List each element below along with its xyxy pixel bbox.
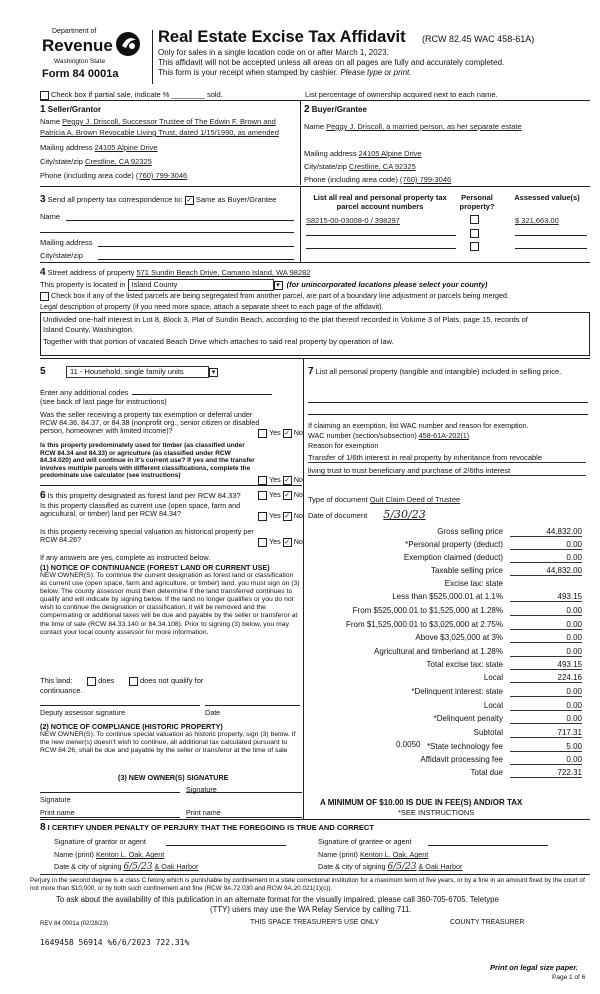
personal-property-checkbox-2[interactable]	[470, 229, 479, 238]
buyer-mail-field[interactable]: 24105 Alpine Drive	[358, 149, 422, 158]
additional-codes: Enter any additional codes (see back of last page for instructions)	[40, 388, 272, 406]
seller-name-field-2[interactable]: Patricia A. Brown Revocable Living Trust, dated 1/15/1990, as amended	[40, 128, 279, 137]
certify-statement: 8 I CERTIFY UNDER PENALTY OF PERJURY THAT THE FOREGOING IS TRUE AND CORRECT	[40, 822, 374, 833]
forest-yesno: Yes ✓ No	[258, 490, 303, 500]
segregated-checkbox[interactable]	[40, 292, 49, 301]
tax-row-label: *Delinquent penalty	[433, 714, 503, 723]
perjury-notice: Perjury in the second degree is a class C felony which is punishable by confinement in a state correctional institution for a maximum term of five years, or by a fine in an amount fixed by the court of not more than $10,000, or by both such confinement and fine (RCW 9A.72.030 and RCW 9A.20.021(1)(c)).	[30, 877, 585, 892]
forest-no-checkbox[interactable]: ✓	[284, 491, 291, 499]
if-any-yes: If any answers are yes, complete as instructed below.	[40, 553, 211, 562]
grantee-date-row: Date & city of signing 6/5/23 & Oak Harbor	[318, 862, 463, 872]
header-note-1: Only for sales in a single location code on or after March 1, 2023.	[158, 48, 389, 57]
sec3-name-label: Name	[40, 212, 61, 221]
tax-row-value[interactable]: 0.00	[510, 714, 582, 724]
historic-question: Is this property receiving special valuation as historical property per RCW 84.26?	[40, 527, 254, 544]
deputy-date-label: Date	[205, 708, 221, 717]
seller-phone-row: Phone (including area code) (760) 799-3046	[40, 171, 188, 180]
tax-row-label: Excise tax: state	[444, 579, 503, 588]
tax-row-label: Taxable selling price	[430, 566, 503, 575]
header-note-3: This form is your receipt when stamped by cashier. Please type or print.	[158, 68, 412, 77]
legal-paper-note: Print on legal size paper.	[490, 963, 578, 972]
accessibility-line-2: (TTY) users may use the WA Relay Service by calling 711.	[210, 905, 412, 914]
tax-row-value[interactable]: 44,832.00	[510, 527, 582, 537]
grantor-date-row: Date & city of signing 6/5/23 & Oak Harbor	[54, 862, 199, 872]
tax-row	[308, 755, 588, 767]
assessed-value-field[interactable]: $ 321,663.00	[515, 216, 559, 225]
land-use-row	[66, 366, 220, 378]
sec3-city-label: City/state/zip	[40, 251, 83, 260]
tax-row	[308, 673, 588, 685]
buyer-heading: 2 Buyer/Grantee	[304, 104, 367, 115]
buyer-phone-row: Phone (including area code) (760) 799-3046	[304, 175, 452, 184]
forest-yes-checkbox[interactable]	[258, 491, 267, 500]
seller-city-row: City/state/zip Crestline, CA 92325	[40, 157, 152, 166]
seller-mail-field[interactable]: 24105 Alpine Drive	[94, 143, 158, 152]
parcel-col-header: List all real and personal property tax parcel account numbers	[313, 193, 447, 211]
partial-sale: Check box if partial sale, indicate % ________ sold.	[40, 90, 223, 100]
buyer-phone-field[interactable]: (760) 799-3046	[399, 175, 452, 184]
tax-row-label: From $525,000.01 to $1,525,000 at 1.28%	[352, 606, 503, 615]
tax-row-value[interactable]: 44,832.00	[510, 566, 582, 576]
grantee-date-field[interactable]: 6/5/23	[387, 862, 417, 872]
page-number: Page 1 of 6	[552, 974, 586, 981]
accessibility-line-1: To ask about the availability of this publication in an alternate format for the visually impaired, please call 360-705-6705. Teletype	[56, 895, 499, 904]
exemption-yes-checkbox[interactable]	[258, 429, 267, 438]
new-owner-signature-label: Signature	[40, 795, 71, 804]
buyer-city-row: City/state/zip Crestline, CA 92325	[304, 162, 416, 171]
legal-description-box[interactable]	[40, 312, 590, 356]
seller-name-row: Name Peggy J. Driscoll, Successor Trustee of The Edwin F. Brown and	[40, 117, 276, 126]
doc-type-field[interactable]: Quit Claim Deed of Trustee	[369, 495, 461, 504]
tax-row-label: Less than $525,000.01 at 1.1%	[392, 592, 503, 601]
tax-row	[308, 592, 588, 604]
tax-row-label: *State technology fee	[426, 742, 503, 751]
partial-sale-checkbox[interactable]	[40, 91, 49, 100]
tax-row-label: Above $3,025,000 at 3%	[415, 633, 503, 642]
form-number: Form 84 0001a	[42, 68, 119, 80]
parcel-number-field[interactable]: S8215-00-03008-0 / 398297	[306, 216, 400, 225]
forest-question: 6 Is this property designated as forest land per RCW 84.33?	[40, 490, 241, 501]
current-use-no-checkbox[interactable]: ✓	[284, 512, 291, 520]
tax-row	[308, 540, 588, 552]
new-owner-print-label-2: Print name	[186, 808, 221, 817]
tax-row	[308, 714, 588, 726]
tax-row-value[interactable]: 493.15	[510, 660, 582, 670]
wac-number-field[interactable]: 458-61A-202(1)	[418, 431, 470, 440]
tax-row-label: Subtotal	[473, 728, 503, 737]
personal-property-row: 7 List all personal property (tangible and intangible) included in selling price.	[308, 366, 562, 377]
grantor-date-field[interactable]: 6/5/23	[123, 862, 153, 872]
segregated-row: Check box if any of the listed parcels are being segregated from another parcel, are part of a boundary line adjustment or parcels being merged.	[40, 291, 509, 301]
buyer-city-field[interactable]: Crestline, CA 92325	[349, 162, 416, 171]
tax-row-label: Total due	[470, 768, 503, 777]
grantor-city-field[interactable]: & Oak Harbor	[154, 862, 199, 871]
same-as-buyer-checkbox[interactable]: ✓	[186, 196, 193, 204]
grantor-signature-label: Signature of grantor or agent	[54, 837, 146, 846]
tax-row-value[interactable]: 0.00	[510, 687, 582, 697]
this-land-row: This land: does does not qualify for	[40, 676, 204, 685]
sec3-mail-label: Mailing address	[40, 238, 93, 247]
current-use-question: Is this property classified as current use (open space, farm and agricultural, or timber) land per RCW 84.34?	[40, 501, 241, 518]
current-use-yesno: Yes ✓ No	[258, 511, 303, 521]
notice-2-heading: (2) NOTICE OF COMPLIANCE (HISTORIC PROPERTY)	[40, 722, 223, 731]
tax-row-value[interactable]: 0.00	[510, 647, 582, 657]
county-row: This property is located in Island County ▾ (for unincorporated locations please select your county)	[40, 280, 488, 289]
land-does-checkbox[interactable]	[87, 677, 96, 686]
tax-row	[308, 768, 588, 780]
tax-row-label: Total excise tax: state	[426, 660, 503, 669]
tax-row	[308, 687, 588, 699]
tax-row	[308, 527, 588, 539]
state-label: Washington State	[54, 58, 106, 65]
grantee-name-row: Name (print) Kenton L. Oak, Agent	[318, 850, 429, 859]
timber-yes-checkbox[interactable]	[258, 476, 267, 485]
grantee-city-field[interactable]: & Oak Harbor	[418, 862, 463, 871]
historic-yesno: Yes ✓ No	[258, 537, 303, 547]
seller-name-field[interactable]: Peggy J. Driscoll, Successor Trustee of The Edwin F. Brown and	[62, 117, 276, 126]
tax-row	[308, 728, 588, 740]
form-title: Real Estate Excise Tax Affidavit	[158, 28, 406, 46]
land-use-select[interactable]: 11 - Household, single family units	[66, 366, 209, 378]
tax-row-value[interactable]: 0.00	[510, 620, 582, 630]
tax-row	[308, 553, 588, 565]
dor-logo	[40, 28, 150, 84]
tax-row	[308, 606, 588, 618]
buyer-mail-row: Mailing address 24105 Alpine Drive	[304, 149, 422, 158]
revenue-wordmark: Revenue	[42, 36, 113, 55]
tax-row-value[interactable]: 0.00	[510, 553, 582, 563]
tax-row-value[interactable]: 722.31	[510, 768, 582, 778]
exemption-no-checkbox[interactable]: ✓	[284, 429, 291, 437]
see-instructions: *SEE INSTRUCTIONS	[398, 808, 475, 817]
wac-row: WAC number (section/subsection) 458-61A-202(1)	[308, 431, 470, 440]
grantor-name-field[interactable]: Kenton L. Oak, Agent	[95, 850, 165, 859]
rcw-reference: (RCW 82.45 WAC 458-61A)	[422, 34, 535, 44]
tax-row-label: *Delinquent interest: state	[411, 687, 503, 696]
tax-row-value[interactable]: 493.15	[510, 592, 582, 602]
county-dropdown-icon[interactable]: ▾	[274, 281, 283, 290]
doc-type-row: Type of document Quit Claim Deed of Trustee	[308, 495, 461, 504]
notice-1-text: NEW OWNER(S): To continue the current designation as forest land or classification as current use (open space, farm and agriculture, or timber) land, you must sign on (3) below. The county assessor must then determine if the land transferred continues to qualify and will indicate by signing below. If the land no longer qualifies or you do not wish to continue the designation or classification, it will be removed and the compensating or additional taxes will be due and payable by the seller or transferor at the time of sale (RCW 84.33.140 or 84.34.108). Prior to signing (3) below, you may contact your local county assessor for more information.	[40, 572, 300, 636]
tax-row-label: Gross selling price	[437, 527, 503, 536]
seller-heading: 1 Seller/Grantor	[40, 104, 102, 115]
legal-line-1: Undivided one-half interest in Lot 8, Block 3, Plat of Sundin Beach, according to the plat thereof recorded in Volume 3 of Plats, page 15, records of	[43, 315, 528, 324]
correspondence-row: 3 Send all property tax correspondence to: ✓ Same as Buyer/Grantee	[40, 194, 277, 205]
grantee-name-field[interactable]: Kenton L. Oak, Agent	[359, 850, 429, 859]
historic-no-checkbox[interactable]: ✓	[284, 538, 291, 546]
treasurer-space: THIS SPACE TREASURER'S USE ONLY	[250, 919, 379, 926]
reason-label: Reason for exemption	[308, 441, 379, 450]
doc-date-field[interactable]: 5/30/23	[383, 508, 426, 521]
tax-row-label: Local	[483, 701, 503, 710]
tax-row-value[interactable]: 5.00	[510, 742, 582, 752]
tax-row	[308, 579, 588, 591]
doc-date-row: Date of document 5/30/23	[308, 508, 426, 521]
tax-row	[308, 633, 588, 645]
reason-line-1[interactable]: Transfer of 1/6th interest in real property by inheritance from revocable	[308, 453, 586, 463]
county-select[interactable]: Island County	[128, 279, 274, 291]
county-treasurer: COUNTY TREASURER	[450, 919, 525, 926]
tax-row-label: Exemption claimed (deduct)	[403, 553, 503, 562]
notice-1-heading: (1) NOTICE OF CONTINUANCE (FOREST LAND OR CURRENT USE)	[40, 563, 270, 572]
legal-line-3: Together with that portion of vacated Beach Drive which attaches to said real property by operation of law.	[43, 337, 394, 346]
tax-row-label: From $1,525,000.01 to $3,025,000 at 2.75%	[345, 620, 503, 629]
exemption-question: Was the seller receiving a property tax exemption or deferral under RCW 84.36, 84.37, or 84.38 (nonprofit org., senior citizen or disabled person, homeowner with limited income)?	[40, 410, 260, 435]
legal-line-2: Island County, Washington.	[43, 325, 134, 334]
rev-number: REV 84 0001a (02/28/23)	[40, 921, 109, 927]
tax-row-value[interactable]: 717.31	[510, 728, 582, 738]
timber-question: Is this property predominately used for timber (as classified under RCW 84.34 and 84.33) or agriculture (as classified under RCW 84.34.020) and will continue in it's current use? If yes and the transfer involves multiple parcels with different classifications, complete the predominate use calculator (see instructions)	[40, 442, 255, 479]
land-use-dropdown-icon[interactable]: ▾	[209, 368, 218, 377]
notice-2-text: NEW OWNER(S): To continue special valuation as historic property, sign (3) below. If the new owner(s) doesn't wish to continue, all additional tax calculated pursuant to RCW 84.26, shall be due and payable by the seller or transferor at the time of sale	[40, 731, 296, 755]
tax-row-label: *Personal property (deduct)	[405, 540, 503, 549]
buyer-name-row: Name Peggy J. Driscoll, a married person, as her separate estate	[304, 122, 522, 131]
grantee-signature-label: Signature of grantee or agent	[318, 837, 412, 846]
minimum-notice: A MINIMUM OF $10.00 IS DUE IN FEE(S) AND/OR TAX	[320, 798, 523, 807]
notice-3-heading: (3) NEW OWNER(S) SIGNATURE	[118, 773, 229, 782]
tax-row-value[interactable]: 0.00	[510, 606, 582, 616]
tax-row	[308, 701, 588, 713]
dept-label: Department of	[52, 28, 97, 35]
tax-row-value[interactable]: 0.00	[510, 633, 582, 643]
timber-no-checkbox[interactable]: ✓	[284, 476, 291, 484]
cashier-stamp: 1649458 56914 %6/6/2023 722.31%	[40, 938, 190, 947]
personal-col-header: Personal property?	[459, 193, 495, 211]
reason-line-2[interactable]: living trust to trust beneficiary and purchase of 2/6ths interest	[308, 466, 586, 476]
exemption-yesno: Yes ✓ No	[258, 428, 303, 438]
buyer-name-field[interactable]: Peggy J. Driscoll, a married person, as her separate estate	[326, 122, 522, 131]
personal-property-checkbox-3[interactable]	[470, 242, 479, 251]
legal-label: Legal description of property (if you need more space, attach a separate sheet to each page of the affidavit).	[40, 302, 384, 311]
local-rate: 0.0050	[396, 740, 421, 749]
tax-row-value[interactable]: 0.00	[510, 540, 582, 550]
claim-label: If claiming an exemption, list WAC number and reason for exemption.	[308, 421, 529, 430]
tax-row-value[interactable]: 0.00	[510, 701, 582, 711]
historic-yes-checkbox[interactable]	[258, 538, 267, 547]
personal-property-checkbox-1[interactable]	[470, 215, 479, 224]
assessed-col-header: Assessed value(s)	[514, 193, 580, 202]
timber-yesno: Yes ✓ No	[258, 475, 303, 485]
tax-row-value[interactable]: 0.00	[510, 755, 582, 765]
list-percentage: List percentage of ownership acquired next to each name.	[305, 90, 498, 99]
new-owner-print-label: Print name	[40, 808, 75, 817]
header-note-2: This affidavit will not be accepted unless all areas on all pages are fully and accurately completed.	[158, 58, 505, 67]
seller-phone-field[interactable]: (760) 799-3046	[135, 171, 188, 180]
deputy-signature-label: Deputy assessor signature	[40, 708, 126, 717]
new-owner-signature-label-2: Signature	[186, 785, 217, 794]
revenue-swirl-icon	[112, 30, 144, 58]
land-does-not-checkbox[interactable]	[129, 677, 138, 686]
seller-mail-row: Mailing address 24105 Alpine Drive	[40, 143, 158, 152]
continuance-label: continuance.	[40, 686, 83, 695]
street-address-field[interactable]: 571 Sundin Beach Drive, Camano Island, WA 98282	[136, 268, 311, 277]
tax-row	[308, 660, 588, 672]
tax-row-label: Local	[483, 673, 503, 682]
tax-row-label: Affidavit processing fee	[420, 755, 503, 764]
grantor-name-row: Name (print) Kenton L. Oak, Agent	[54, 850, 165, 859]
tax-row-value[interactable]: 224.16	[510, 673, 582, 683]
tax-row	[308, 742, 588, 754]
seller-city-field[interactable]: Crestline, CA 92325	[85, 157, 152, 166]
tax-row-label: Agricultural and timberland at 1.28%	[374, 647, 503, 656]
street-address-row: 4 Street address of property 571 Sundin Beach Drive, Camano Island, WA 98282	[40, 267, 311, 278]
current-use-yes-checkbox[interactable]	[258, 512, 267, 521]
tax-row	[308, 566, 588, 578]
tax-row	[308, 620, 588, 632]
tax-row	[308, 647, 588, 659]
